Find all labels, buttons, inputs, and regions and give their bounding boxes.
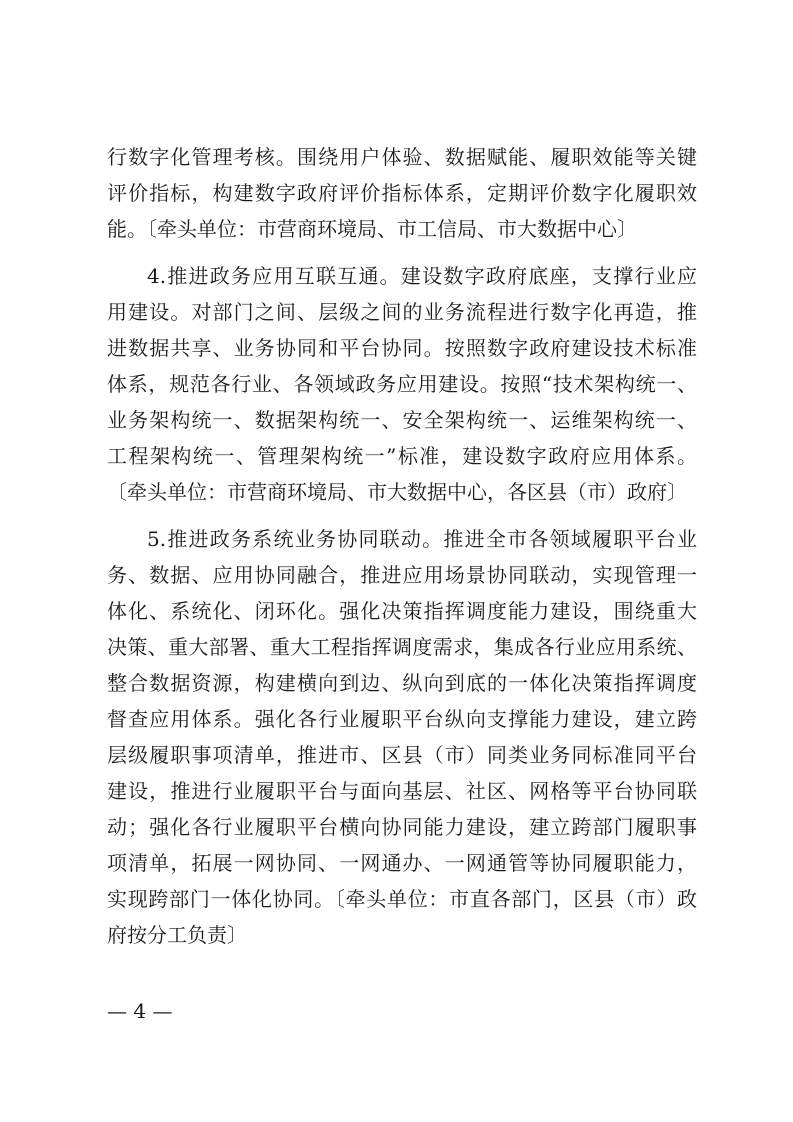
section-4-heading-line: 4.推进政务应用互联互通。建设数字政府底座，支撑行业应 [147, 264, 697, 288]
text-line: 行数字化管理考核。围绕用户体验、数据赋能、履职效能等关键 [107, 145, 697, 169]
text-line: 体化、系统化、闭环化。强化决策指挥调度能力建设，围绕重大 [107, 599, 697, 623]
text-line: 能。〔牵头单位：市营商环境局、市工信局、市大数据中心〕 [107, 217, 637, 241]
text-line: 体系，规范各行业、各领域政务应用建设。按照“技术架构统一、 [107, 372, 697, 396]
text-line: 进数据共享、业务协同和平台协同。按照数字政府建设技术标准 [107, 336, 697, 360]
section-5-heading-line: 5.推进政务系统业务协同联动。推进全市各领域履职平台业 [147, 527, 697, 551]
text-line: 务、数据、应用协同融合，推进应用场景协同联动，实现管理一 [107, 563, 697, 587]
text-line: 府按分工负责〕 [107, 923, 247, 947]
text-line: 建设，推进行业履职平台与面向基层、社区、网格等平台协同联 [107, 779, 697, 803]
text-line: 评价指标，构建数字政府评价指标体系，定期评价数字化履职效 [107, 181, 697, 205]
text-line: 项清单，拓展一网协同、一网通办、一网通管等协同履职能力， [107, 851, 697, 875]
text-line: 〔牵头单位：市营商环境局、市大数据中心，各区县（市）政府〕 [107, 480, 687, 504]
text-line: 层级履职事项清单，推进市、区县（市）同类业务同标准同平台 [107, 743, 697, 767]
page-number: — 4 — [107, 999, 173, 1023]
text-line: 业务架构统一、数据架构统一、安全架构统一、运维架构统一、 [107, 408, 697, 432]
text-line: 督查应用体系。强化各行业履职平台纵向支撑能力建设，建立跨 [107, 707, 697, 731]
text-line: 决策、重大部署、重大工程指挥调度需求，集成各行业应用系统、 [107, 635, 697, 659]
text-line: 实现跨部门一体化协同。〔牵头单位：市直各部门，区县（市）政 [107, 887, 697, 911]
text-line: 整合数据资源，构建横向到边、纵向到底的一体化决策指挥调度 [107, 671, 697, 695]
text-line: 动；强化各行业履职平台横向协同能力建设，建立跨部门履职事 [107, 815, 697, 839]
text-line: 工程架构统一、管理架构统一”标准，建设数字政府应用体系。 [107, 444, 697, 468]
text-line: 用建设。对部门之间、层级之间的业务流程进行数字化再造，推 [107, 300, 697, 324]
